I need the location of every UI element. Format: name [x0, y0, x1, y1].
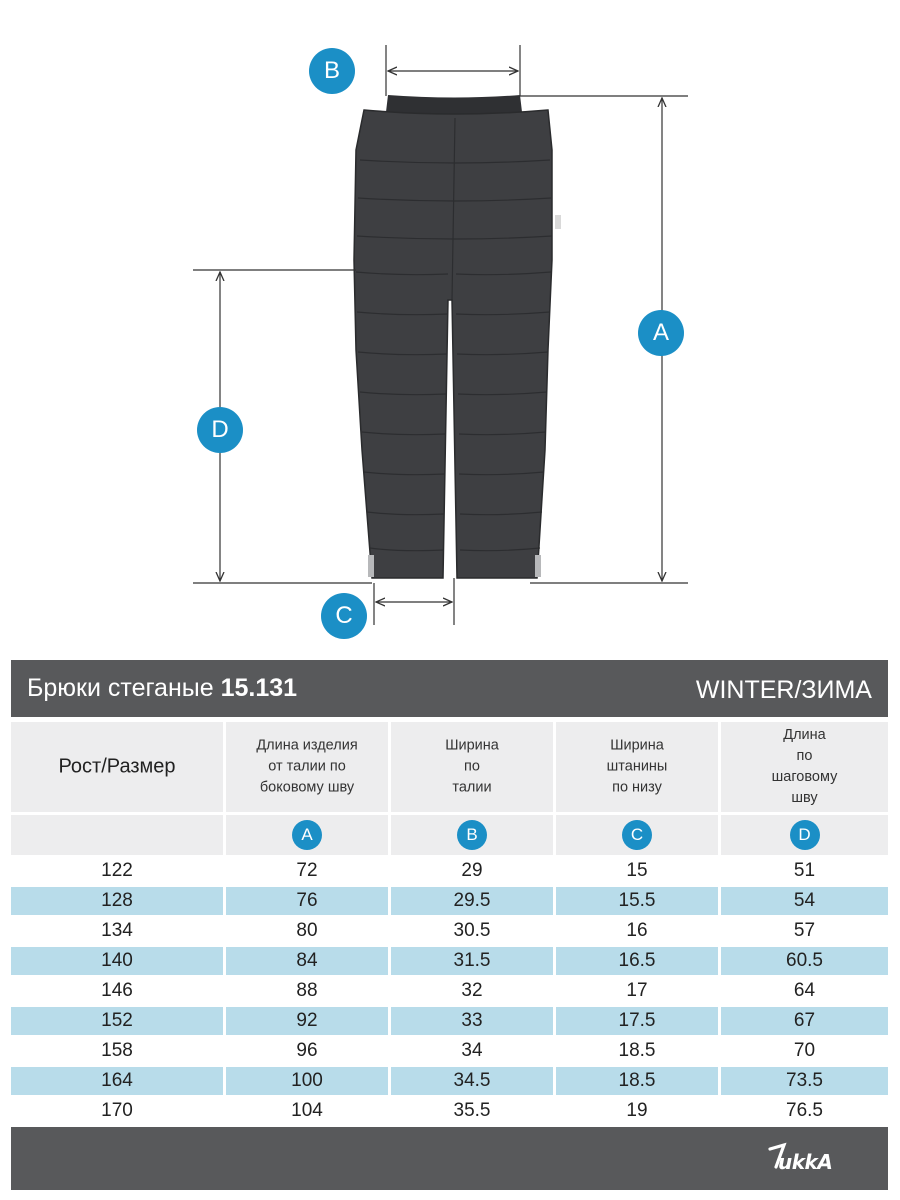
size-cell: 158: [101, 1040, 133, 1061]
measurement-cell: 33: [391, 1007, 553, 1035]
size-cell: 134: [101, 920, 133, 941]
header-label-line: Ширина: [610, 737, 664, 754]
measurement-cell: 19: [626, 1100, 648, 1121]
header-label-line: Длина изделия: [256, 737, 358, 754]
measurement-cell: 64: [793, 980, 816, 1001]
season-label: WINTER/ЗИМА: [695, 676, 872, 704]
table-row: [11, 887, 888, 915]
measurement-cell: 30.5: [453, 920, 491, 941]
table-row: [11, 1007, 888, 1035]
table-title-bar: [11, 660, 888, 717]
measurement-cell: 35.5: [453, 1100, 491, 1121]
header-cell: [11, 722, 223, 812]
header-label: [226, 736, 388, 799]
measurement-cell: 88: [296, 980, 318, 1001]
header-label-line: шаговому: [771, 769, 838, 785]
badge-cell: [556, 815, 718, 855]
measure-badge: B: [457, 820, 487, 850]
badge-c: C: [321, 593, 367, 639]
size-cell: 164: [11, 1067, 223, 1095]
size-cell: 128: [11, 887, 223, 915]
size-cell: 152: [11, 1007, 223, 1035]
header-cell: [391, 722, 553, 812]
size-cell: 140: [11, 947, 223, 975]
measurement-cell: 32: [461, 980, 483, 1001]
table-row: [11, 1037, 888, 1065]
footer-bar: [11, 1127, 888, 1190]
product-title: [27, 674, 297, 703]
header-label: [391, 736, 553, 799]
measurement-cell: 54: [721, 887, 888, 915]
measurement-cell: 76: [226, 887, 388, 915]
header-cell: [226, 722, 388, 812]
badge-b: B: [309, 48, 355, 94]
measurement-cell: 60.5: [721, 947, 888, 975]
zukka-logo-icon: [764, 1139, 874, 1179]
size-cell: 122: [101, 860, 133, 881]
header-label-line: Длина: [783, 727, 826, 743]
measurement-cell: 17: [626, 980, 648, 1001]
measurement-cell: 34: [461, 1040, 483, 1061]
measurement-cell: 16: [626, 920, 648, 941]
measurement-cell: 29: [461, 860, 483, 881]
measurement-cell: 73.5: [721, 1067, 888, 1095]
header-label: [11, 757, 223, 778]
measurement-cell: 72: [296, 860, 318, 881]
table-row: [11, 857, 888, 885]
measure-badge: A: [292, 820, 322, 850]
trousers-body: [354, 110, 552, 578]
measurement-cell: 67: [721, 1007, 888, 1035]
header-label: [556, 736, 718, 799]
header-label-line: Ширина: [445, 737, 499, 754]
badge-cell: [11, 815, 223, 855]
measurement-cell: 15: [626, 860, 648, 881]
table-row: [11, 1067, 888, 1095]
table-row: [11, 977, 888, 1005]
measurement-cell: 70: [793, 1040, 816, 1061]
header-cell: [556, 722, 718, 812]
header-label-line: шву: [791, 790, 818, 806]
label-tag: [555, 215, 561, 229]
table-row: [11, 1097, 888, 1125]
measurement-cell: 18.5: [618, 1040, 656, 1061]
header-label-line: штанины: [606, 758, 668, 775]
trousers-illustration: [354, 95, 561, 578]
table-row: [11, 917, 888, 945]
header-label-line: от талии по: [268, 758, 346, 775]
measurement-cell: 76.5: [786, 1100, 823, 1121]
badge-cell: [391, 815, 553, 855]
measurement-cell: 92: [226, 1007, 388, 1035]
badge-cell: [226, 815, 388, 855]
measurement-cell: 29.5: [391, 887, 553, 915]
header-label: [721, 725, 888, 809]
svg-text:ukkA: ukkA: [778, 1150, 833, 1174]
measurement-cell: 16.5: [556, 947, 718, 975]
measurement-cell: 17.5: [556, 1007, 718, 1035]
header-label-line: Рост/Размер: [58, 755, 176, 778]
measurement-cell: 96: [296, 1040, 318, 1061]
header-label-line: талии: [452, 779, 492, 796]
measurement-cell: 100: [226, 1067, 388, 1095]
measurement-cell: 104: [291, 1100, 323, 1121]
header-cell: [721, 722, 888, 812]
measurement-cell: 31.5: [391, 947, 553, 975]
product-name: Брюки стеганые: [27, 674, 221, 702]
badge-a: A: [638, 310, 684, 356]
badge-cell: [721, 815, 888, 855]
measurement-cell: 15.5: [556, 887, 718, 915]
measurement-cell: 51: [793, 860, 816, 881]
header-label-line: по низу: [612, 779, 662, 796]
measure-badge: C: [622, 820, 652, 850]
measurement-cell: 18.5: [556, 1067, 718, 1095]
measurement-cell: 57: [793, 920, 816, 941]
header-label-line: по: [796, 748, 813, 764]
table-row: [11, 947, 888, 975]
measure-badge: D: [790, 820, 820, 850]
size-cell: 170: [101, 1100, 133, 1121]
measurement-cell: 84: [226, 947, 388, 975]
size-cell: 146: [101, 980, 133, 1001]
measurement-cell: 34.5: [391, 1067, 553, 1095]
header-label-line: по: [464, 758, 480, 775]
header-label-line: боковому шву: [259, 779, 355, 796]
product-code: 15.131: [220, 674, 298, 702]
measurement-cell: 80: [296, 920, 318, 941]
badge-d: D: [197, 407, 243, 453]
